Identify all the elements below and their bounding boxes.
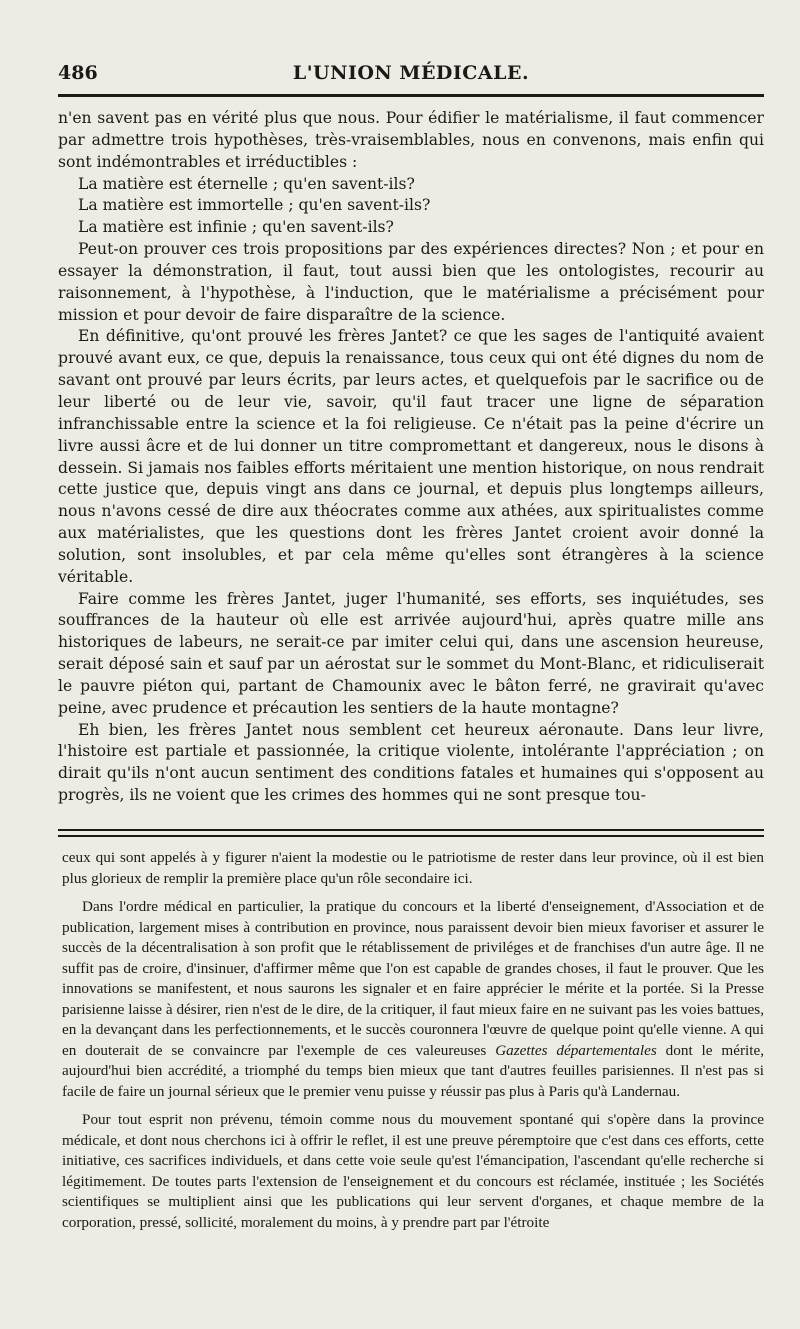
article-paragraph: n'en savent pas en vérité plus que nous. Pour édifier le matérialisme, il faut commencer par admettre trois hypothèses, très-vraisemblables, nous en convenons, mais enfin qui sont indémontrables et irréductibles : <box>58 109 764 171</box>
article-paragraph: En définitive, qu'ont prouvé les frères Jantet? ce que les sages de l'antiquité avaient prouvé avant eux, ce que, depuis la renaissance, tous ceux qui ont été dignes du nom de savant ont prouvé par leurs écrits, par leurs actes, et quelquefois par le sacrifice ou de leur liberté ou de leur vie, savoir, qu'il faut tracer une ligne de séparation infranchissable entre la science et la foi religieuse. Ce n'était pas la peine d'écrire un livre aussi âcre et de lui donner un titre compromettant et dangereux, nous le disons à dessein. Si jamais nos faibles efforts méritaient une mention historique, on nous rendrait cette justice que, depuis vingt ans dans ce journal, et depuis plus longtemps ailleurs, nous n'avons cessé de dire aux théocrates comme aux athées, aux spiritualistes comme aux matérialistes, que les questions dont les frères Jantet croient avoir donné la solution, sont insolubles, et par cela même qu'elles sont étrangères à la science véritable. <box>58 327 764 586</box>
feuilleton-body <box>62 848 764 1241</box>
feuilleton-paragraph: Pour tout esprit non prévenu, témoin comme nous du mouvement spontané qui s'opère dans la province médicale, et dont nous cherchons ici à offrir le reflet, il est une preuve péremptoire que c'est dans ces efforts, cette initiative, ces sacrifices individuels, et dans cette voie seule qu'est l'émancipation, l'ascendant qu'elle recherche si légitimement. De toutes parts l'extension de l'enseignement et du concours est réclamée, instituée ; les Sociétés scientifiques se multiplient ainsi que les publications qui leur servent d'organes, et chaque membre de la corporation, pressé, sollicité, moralement du moins, à y prendre part par l'étroite <box>62 1111 764 1231</box>
article-paragraph: Eh bien, les frères Jantet nous semblent cet heureux aéronaute. Dans leur livre, l'histoire est partiale et passionnée, la critique violente, intolérante l'appréciation ; on dirait qu'ils n'ont aucun sentiment des conditions fatales et humaines qui s'opposent au progrès, ils ne voient que les crimes des hommes qui ne sont presque tou- <box>58 720 764 805</box>
feuilleton-text: dont le mérite, aujourd'hui bien accrédité, a triomphé du temps bien mieux que tant d'autres feuilles parisiennes. Il n'est pas si facile de faire un journal sérieux que le premier venu puisse y réussir pas plus à Paris qu'à Landernau. <box>62 1041 764 1100</box>
article-paragraph: Peut-on prouver ces trois propositions par des expériences directes? Non ; et pour en essayer la démonstration, il faut, tout aussi bien que les ontologistes, recourir au raisonnement, à l'hypothèse, à l'induction, que le matérialisme a précisément pour mission et pour devoir de faire disparaître de la science. <box>58 240 764 324</box>
feuilleton-italic-title: Gazettes départementales <box>495 1041 657 1059</box>
article-question: La matière est infinie ; qu'en savent-ils? <box>78 218 394 237</box>
header-rule <box>58 94 764 97</box>
article-question: La matière est éternelle ; qu'en savent-ils? <box>78 174 415 193</box>
feuilleton-paragraph <box>62 897 764 1102</box>
article-body <box>58 108 764 807</box>
page-number: 486 <box>58 62 98 84</box>
article-question: La matière est immortelle ; qu'en savent-ils? <box>78 196 431 215</box>
journal-title: L'UNION MÉDICALE. <box>292 62 530 84</box>
article-paragraph: Faire comme les frères Jantet, juger l'humanité, ses efforts, ses inquiétudes, ses souffrances de la hauteur où elle est arrivée aujourd'hui, après quatre mille ans historiques de labeurs, ne serait-ce par imiter celui qui, dans une ascension heureuse, serait déposé sain et sauf par un aérostat sur le sommet du Mont-Blanc, et ridiculiserait le pauvre piéton qui, partant de Chamounix avec le bâton ferré, ne gravirait qu'avec peine, avec prudence et précaution les sentiers de la haute montagne? <box>58 589 764 717</box>
feuilleton-text: Dans l'ordre médical en particulier, la pratique du concours et la liberté d'enseignement, d'Association et de publication, largement mises à contribution en province, nous paraissent devoir bien mieux favoriser et assurer le succès de la décentralisation à son profit que le rétablissement de priviléges et de franchises d'un autre âge. Il ne suffit pas de croire, d'insinuer, d'affirmer même que l'on est capable de grandes choses, il faut le prouver. Que les innovations se manifestent, et nous saurons les signaler et en faire apprécier le mérite et la portée. Si la Presse parisienne laisse à désirer, rien n'est de le dire, de la critiquer, il faut mieux faire en ne suivant pas les voies battues, en la devançant dans les perfectionnements, et le succès couronnera l'œuvre de quelque point qu'elle vienne. A qui en douterait de se convaincre par l'exemple de ces valeureuses <box>62 898 764 1059</box>
running-header <box>58 56 764 90</box>
feuilleton-separator <box>58 829 764 837</box>
feuilleton-paragraph: ceux qui sont appelés à y figurer n'aient la modestie ou le patriotisme de rester dans leur province, où il est bien plus glorieux de remplir la première place qu'un rôle secondaire ici. <box>62 849 764 887</box>
